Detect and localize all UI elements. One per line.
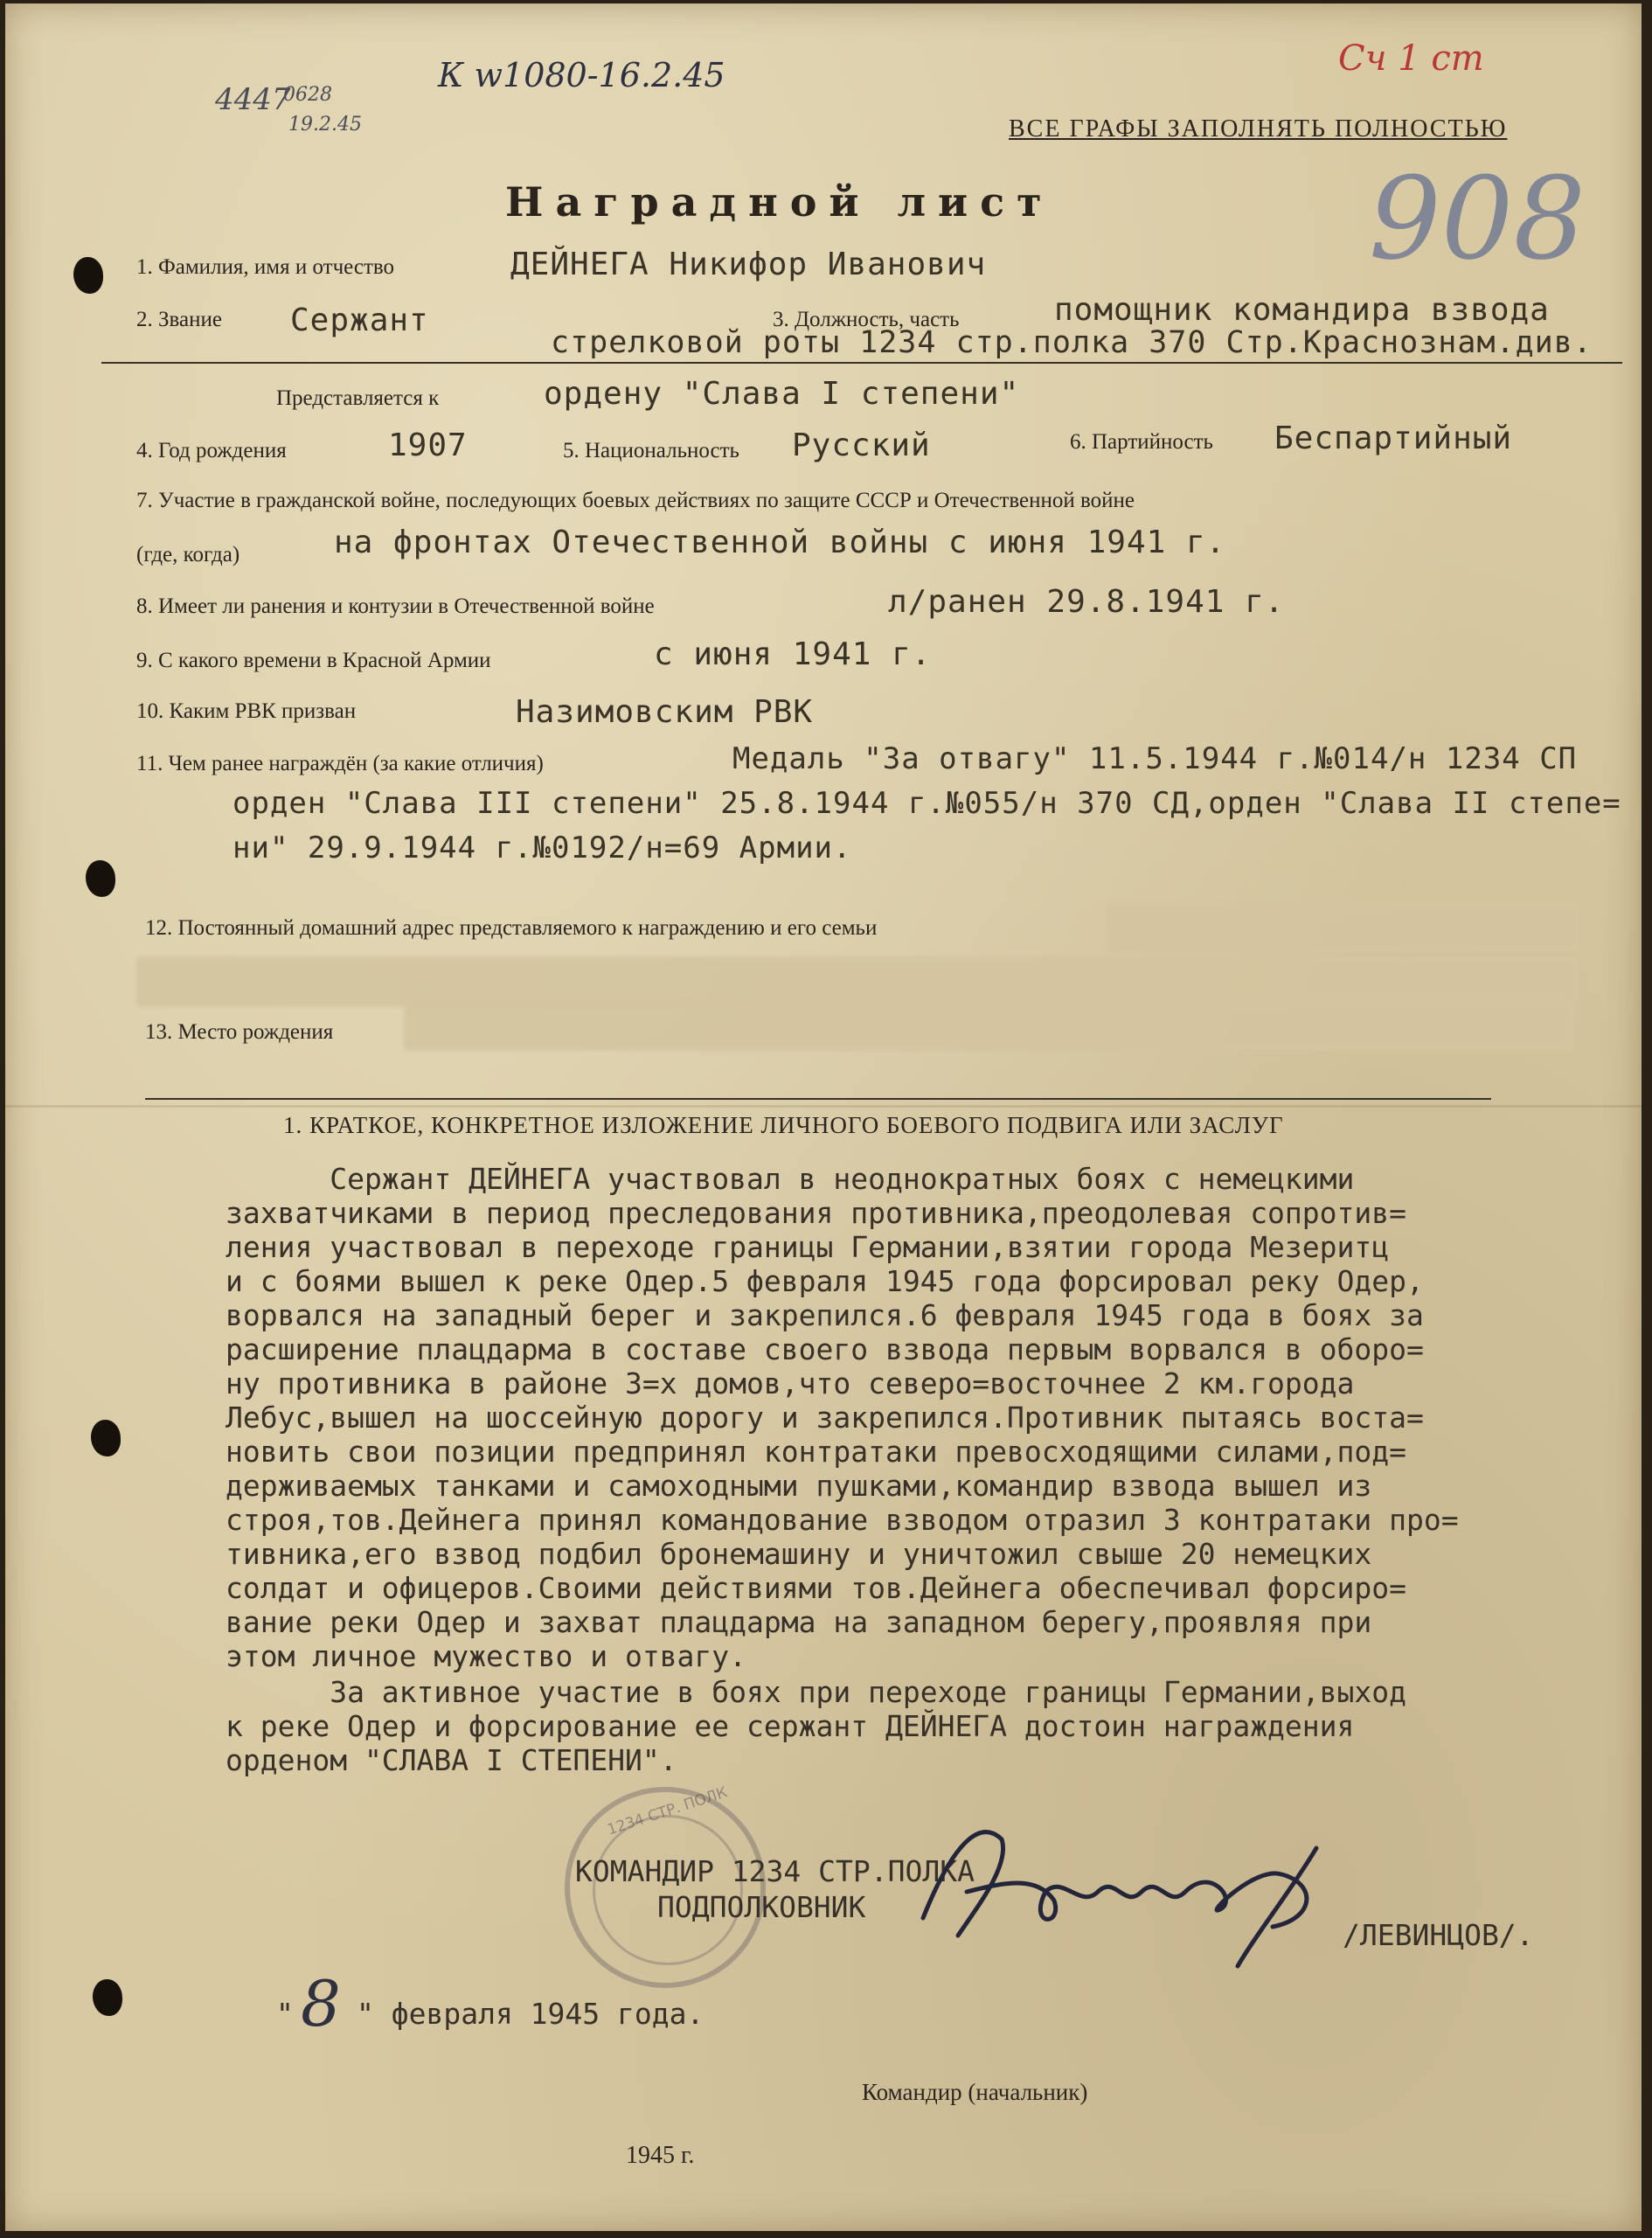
punch-hole [91, 1420, 121, 1456]
commander-name: /ЛЕВИНЦОВ/. [1343, 1918, 1534, 1952]
field-3-value-line-1: помощник командира взвода [1054, 292, 1550, 328]
field-6-value: Беспартийный [1274, 420, 1513, 456]
award-sheet [5, 3, 1642, 2231]
commander-rank: ПОДПОЛКОВНИК [657, 1890, 866, 1924]
field-8-value: л/ранен 29.8.1941 г. [888, 584, 1285, 620]
field-1-label: 1. Фамилия, имя и отчество [136, 255, 395, 279]
punch-hole [73, 257, 103, 294]
presented-for-label: Представляется к [276, 386, 440, 410]
field-11-value-line-1: Медаль "За отвагу" 11.5.1944 г.№014/н 1234 СП [732, 741, 1578, 776]
field-10-value: Назимовским РВК [516, 694, 814, 730]
divider-line [101, 362, 1622, 364]
archive-date-note-1: 0628 [283, 84, 332, 106]
commander-title: КОМАНДИР 1234 СТР.ПОЛКА [575, 1854, 975, 1888]
date-day: 8 [301, 1967, 341, 2040]
archive-date-note-2: 19.2.45 [288, 114, 362, 136]
field-9-value: с июня 1941 г. [654, 636, 932, 672]
archive-reference-note: К w1080-16.2.45 [438, 56, 725, 94]
field-11-value-line-3: ни" 29.9.1944 г.№0192/н=69 Армии. [233, 831, 852, 865]
punch-hole [93, 1979, 122, 2016]
field-6-label: 6. Партийность [1070, 430, 1213, 454]
commander-footer-label: Командир (начальник) [862, 2079, 1088, 2105]
date-rest: " февраля 1945 года. [357, 1997, 705, 2031]
footer-year: 1945 г. [626, 2142, 695, 2169]
field-4-label: 4. Год рождения [136, 439, 287, 462]
redacted-birthplace [404, 1000, 1575, 1051]
field-1-value: ДЕЙНЕГА Никифор Иванович [510, 247, 987, 282]
document-title: Наградной лист [505, 178, 1054, 226]
paper-fold [5, 1105, 1642, 1108]
field-7-value: на фронтах Отечественной войны с июня 1941 г. [334, 525, 1226, 560]
narrative-paragraph-2: За активное участие в боях при переходе границы Германии,выход к реке Одер и форсирование ее сержант ДЕЙНЕГА достоин награждения орденом "СЛАВА I СТЕПЕНИ". [226, 1675, 1407, 1777]
section-heading: 1. КРАТКОЕ, КОНКРЕТНОЕ ИЗЛОЖЕНИЕ ЛИЧНОГО БОЕВОГО ПОДВИГА ИЛИ ЗАСЛУГ [283, 1112, 1284, 1138]
archive-number-note: 4447 [215, 82, 291, 117]
divider-line [145, 1098, 1491, 1100]
field-2-label: 2. Звание [136, 308, 222, 331]
field-3-value-line-2: стрелковой роты 1234 стр.полка 370 Стр.Краснознам.див. [551, 325, 1593, 360]
field-3-label: 3. Должность, часть [773, 308, 960, 331]
handwritten-signature [906, 1813, 1378, 1970]
narrative-paragraph-1: Сержант ДЕЙНЕГА участвовал в неоднократных боях с немецкими захватчиками в период преследования противника,преодолевая сопротив= ления участвовал в переходе границы Германии,взятии города Мезеритц и с боями вышел к реке Одер.5 февраля 1945 года форсировал реку Одер, ворвался на западный берег и закрепился.6 февраля 1945 года в боях за расширение плацдарма в составе своего взвода первым ворвался в оборо= ну противника в районе 3=х домов,что северо=восточнее 2 км.города Лебус,вышел на шоссейную дорогу и закрепился.Противник пытаясь воста= новить свои позиции предпринял контратаки превосходящими силами,под= держиваемых танками и самоходными пушками,командир взвода вышел из строя,тов.Дейнега принял командование взводом отразил 3 контратаки про= тивника,его взвод подбил бронемашину и уничтожил свыше 20 немецких солдат и офицеров.Своими действиями тов.Дейнега обеспечивал форсиро= вание реки Одер и захват плацдарма на западном берегу,проявляя при этом личное мужество и отвагу. [226, 1162, 1459, 1673]
field-10-label: 10. Каким РВК призван [136, 699, 357, 723]
field-5-label: 5. Национальность [563, 439, 739, 462]
field-12-label: 12. Постоянный домашний адрес представляемого к награждению и его семьи [145, 916, 878, 940]
field-7-label-line-2: (где, когда) [136, 543, 240, 566]
fill-instruction: ВСЕ ГРАФЫ ЗАПОЛНЯТЬ ПОЛНОСТЬЮ [1009, 115, 1508, 142]
field-4-value: 1907 [388, 427, 468, 463]
field-5-value: Русский [792, 427, 931, 463]
field-11-label: 11. Чем ранее награждён (за какие отличия) [136, 752, 544, 775]
field-8-label: 8. Имеет ли ранения и контузии в Отечественной войне [136, 594, 655, 618]
field-7-label-line-1: 7. Участие в гражданской войне, последующих боевых действиях по защите СССР и Отечественной войне [136, 489, 1135, 512]
blue-pencil-number: 908 [1369, 152, 1586, 285]
redacted-address [1107, 902, 1579, 953]
seal-text: 1234 СТР. ПОЛК [605, 1783, 730, 1839]
field-9-label: 9. С какого времени в Красной Армии [136, 649, 491, 672]
date-open-quote: " [276, 1997, 294, 2031]
field-2-value: Сержант [290, 302, 429, 338]
field-13-label: 13. Место рождения [145, 1020, 334, 1044]
punch-hole [86, 860, 115, 897]
red-pencil-note: Сч 1 ст [1338, 38, 1484, 79]
field-11-value-line-2: орден "Слава III степени" 25.8.1944 г.№055/н 370 СД,орден "Слава II степе= [233, 786, 1621, 821]
presented-for-value: ордену "Слава I степени" [544, 376, 1020, 412]
